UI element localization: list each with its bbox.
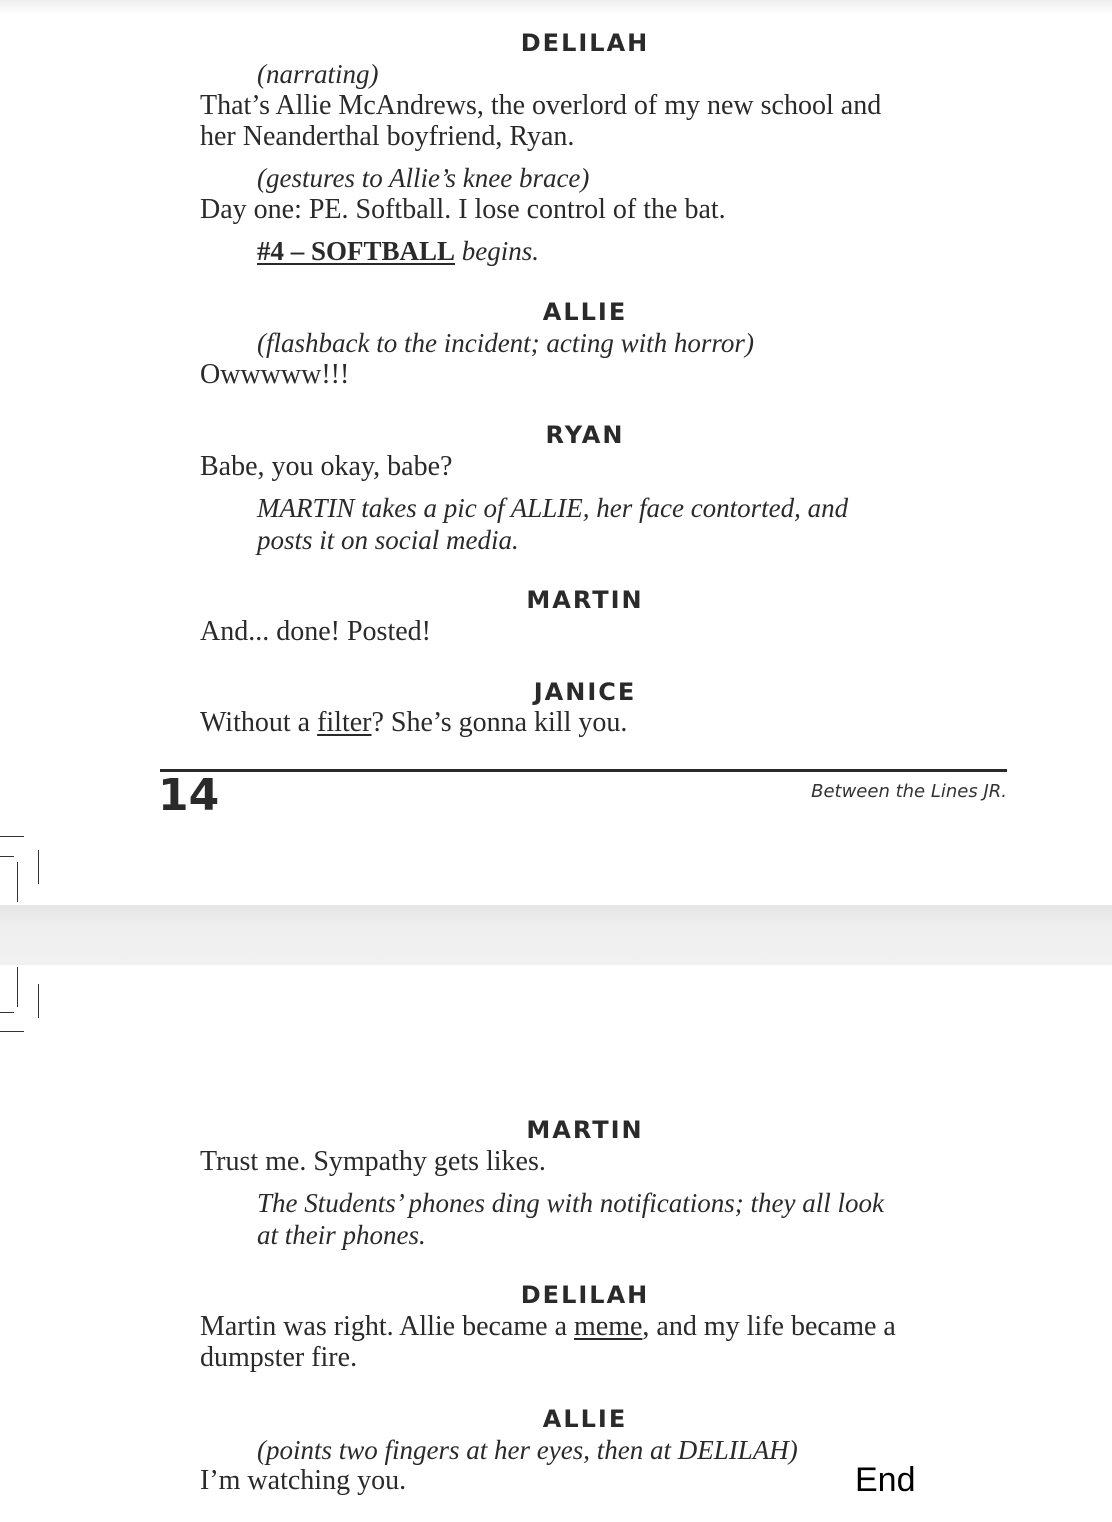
crop-mark — [17, 967, 18, 1007]
dialogue-line: Trust me. Sympathy gets likes. — [200, 1146, 546, 1177]
end-label: End — [855, 1461, 916, 1499]
dialogue-line: her Neanderthal boyfriend, Ryan. — [200, 121, 575, 152]
dialogue-line: Day one: PE. Softball. I lose control of the bat. — [200, 194, 726, 225]
book-title: Between the Lines JR. — [811, 781, 1007, 802]
dialogue-line: Babe, you okay, babe? — [200, 451, 453, 482]
dialogue-text: , and my life became a — [642, 1311, 896, 1342]
crop-mark — [0, 856, 14, 857]
stage-direction: The Students’ phones ding with notifications; they all look — [257, 1188, 884, 1218]
stage-direction: at their phones. — [257, 1220, 426, 1250]
footer-rule — [160, 769, 1007, 772]
character-name: MARTIN — [526, 1116, 644, 1144]
dialogue-text: Martin was right. Allie became a — [200, 1311, 574, 1342]
dialogue-line: That’s Allie McAndrews, the overlord of my new school and — [200, 90, 882, 121]
music-cue — [257, 235, 539, 267]
character-name: ALLIE — [542, 1405, 628, 1433]
dialogue-line: I’m watching you. — [200, 1465, 407, 1496]
character-name: MARTIN — [526, 586, 644, 614]
dialogue-line: Owwwww!!! — [200, 359, 350, 390]
parenthetical: (points two fingers at her eyes, then at DELILAH) — [257, 1435, 798, 1465]
crop-mark — [0, 1012, 14, 1013]
music-cue-number: #4 – SOFTBALL — [257, 236, 456, 266]
page-number: 14 — [158, 770, 220, 821]
character-name: JANICE — [533, 678, 637, 706]
parenthetical: (narrating) — [257, 59, 379, 89]
character-name: DELILAH — [520, 1281, 650, 1309]
character-name: ALLIE — [542, 298, 628, 326]
stage-direction: posts it on social media. — [257, 525, 519, 555]
dialogue-line — [200, 707, 627, 738]
parenthetical: (gestures to Allie’s knee brace) — [257, 163, 590, 193]
dialogue-line: And... done! Posted! — [200, 616, 431, 647]
character-name: RYAN — [545, 421, 625, 449]
music-cue-text: begins. — [455, 236, 540, 266]
parenthetical: (flashback to the incident; acting with horror) — [257, 328, 754, 358]
dialogue-text: Without a — [200, 707, 318, 738]
stage-direction: MARTIN takes a pic of ALLIE, her face contorted, and — [257, 493, 849, 523]
crop-mark — [0, 836, 24, 837]
underlined-word: filter — [317, 707, 372, 738]
page-top-shadow — [0, 0, 1112, 14]
crop-mark — [17, 862, 18, 902]
crop-mark — [38, 984, 39, 1018]
dialogue-line — [200, 1311, 896, 1342]
dialogue-text: ? She’s gonna kill you. — [371, 707, 628, 738]
crop-mark — [0, 1031, 24, 1032]
crop-mark — [38, 850, 39, 884]
character-name: DELILAH — [520, 29, 650, 57]
page-gap — [0, 905, 1112, 965]
dialogue-line: dumpster fire. — [200, 1342, 358, 1373]
underlined-word: meme — [574, 1311, 643, 1342]
